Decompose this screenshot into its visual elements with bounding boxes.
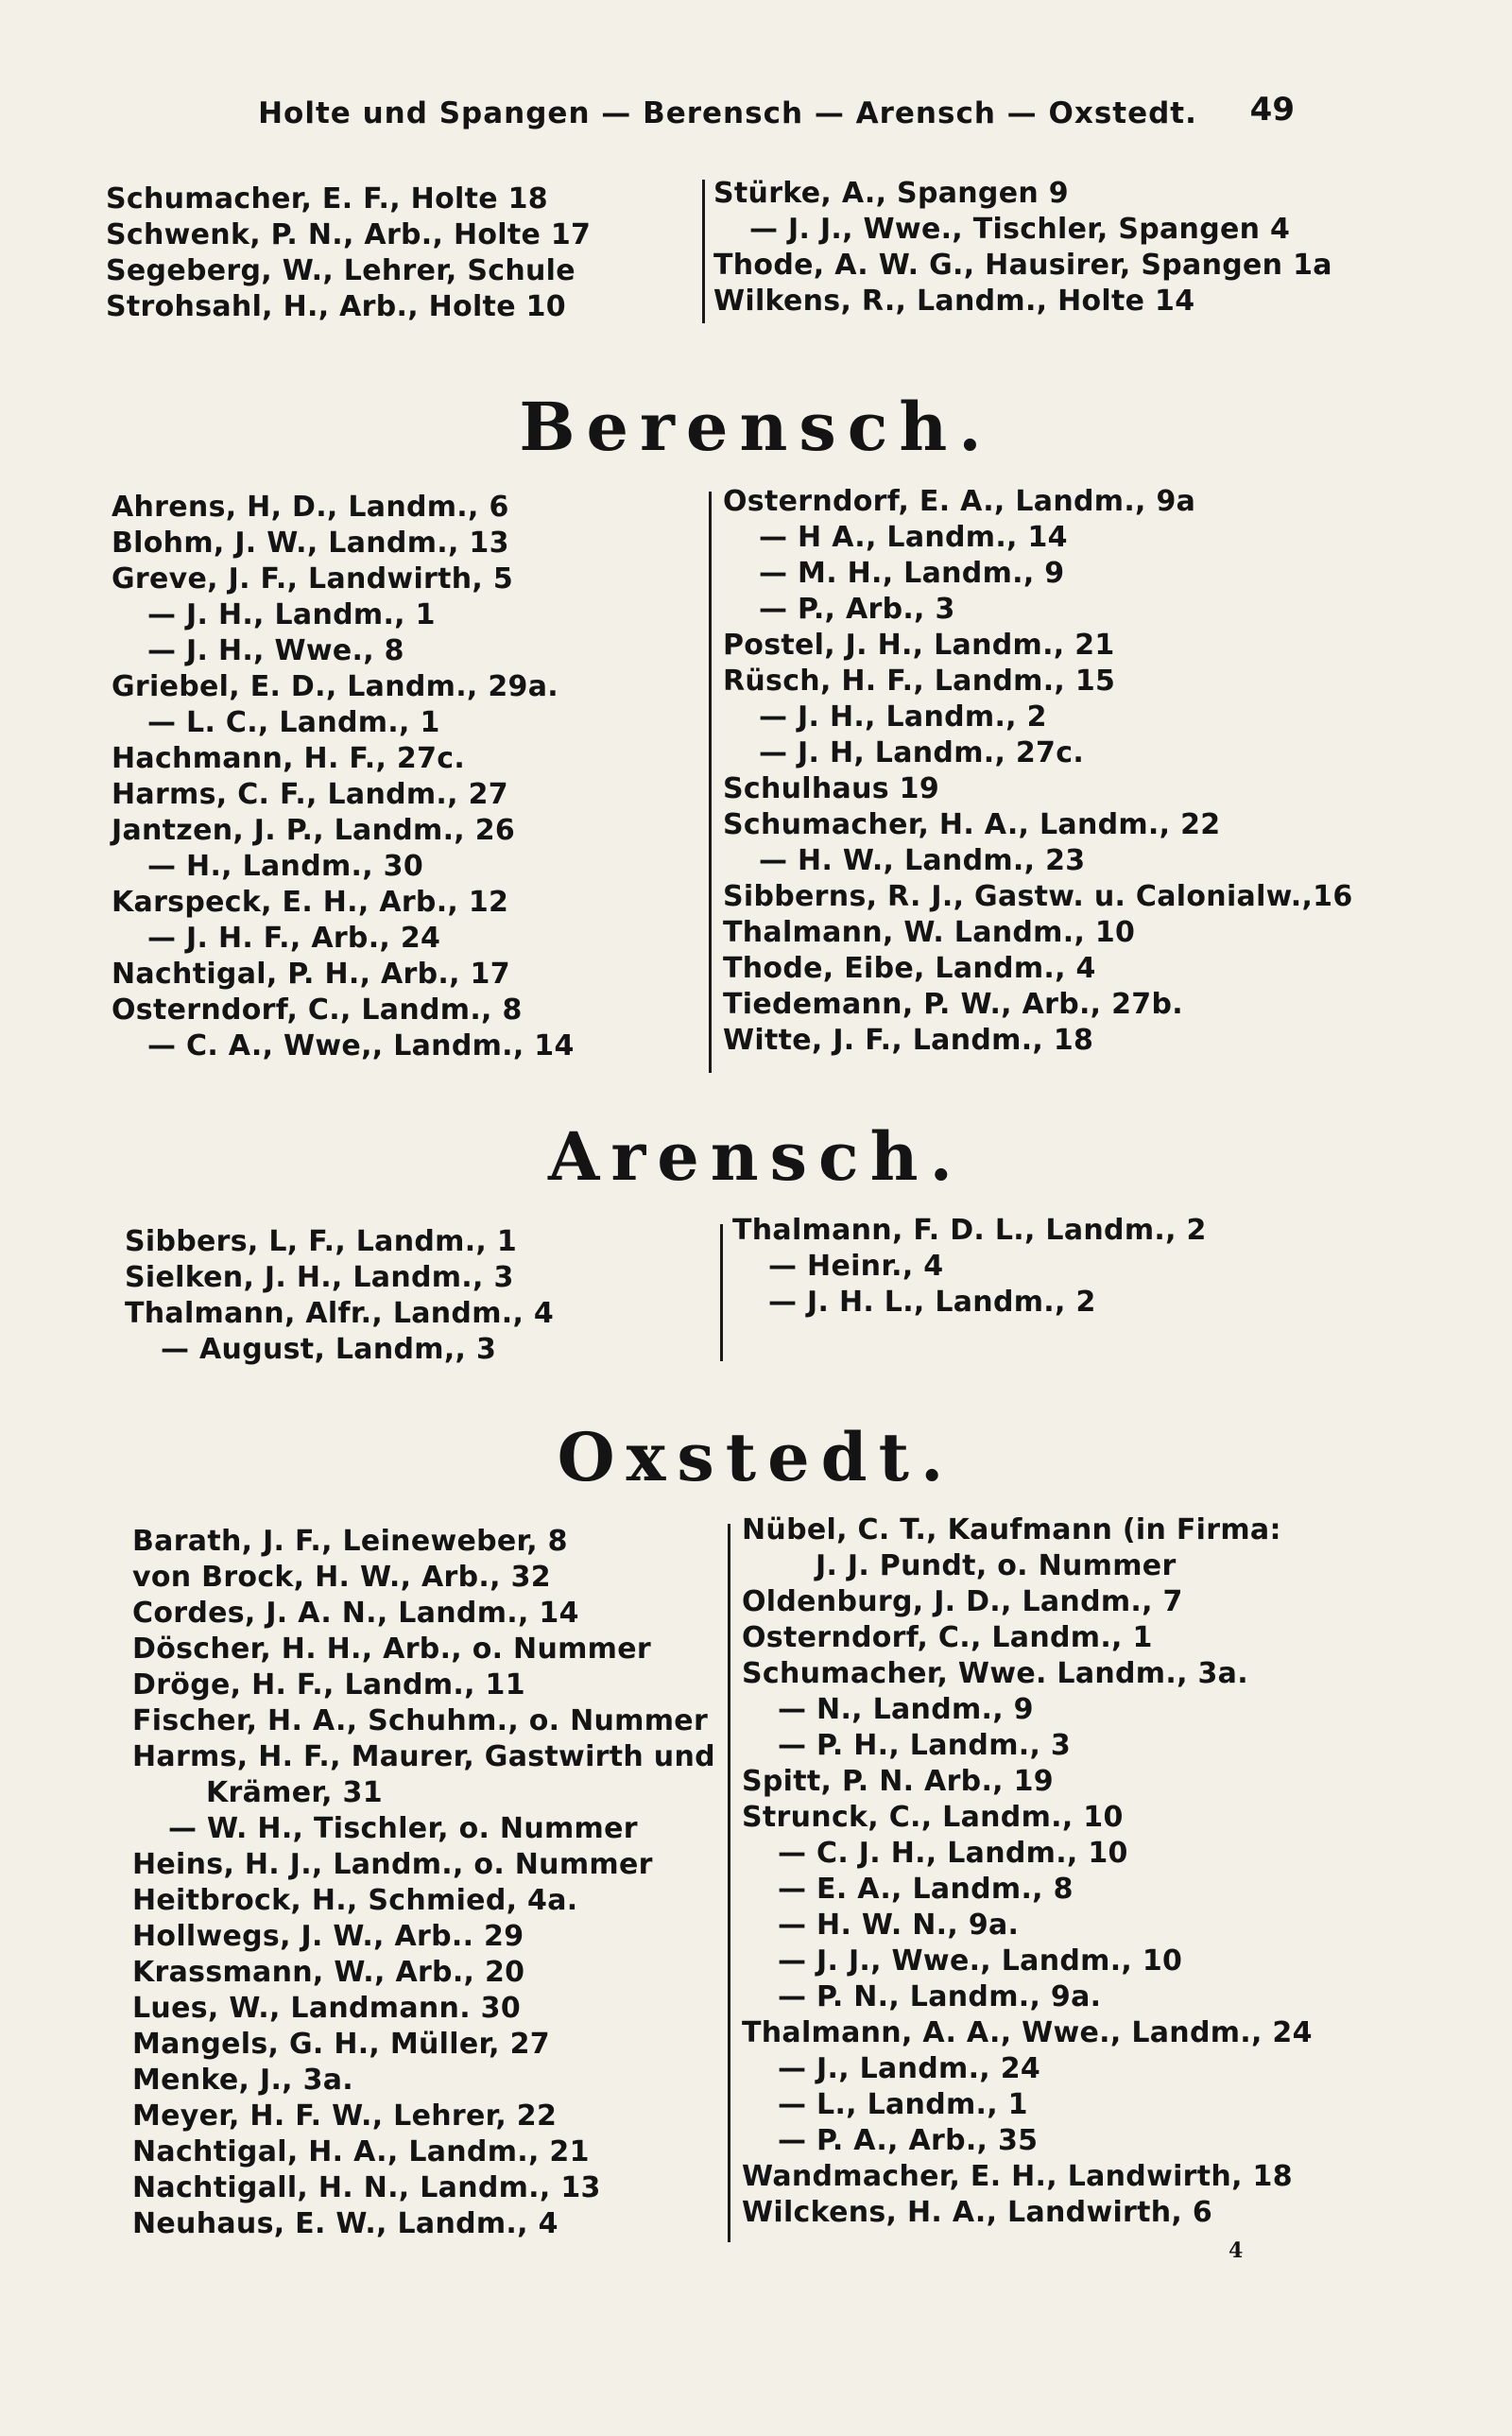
footnote-mark: 4 [1228,2238,1244,2263]
directory-entry: — W. H., Tischler, o. Nummer [168,1812,638,1845]
directory-entry: Sielken, J. H., Landm., 3 [125,1261,514,1294]
directory-entry: — J. J., Wwe., Landm., 10 [778,1944,1183,1978]
directory-entry: Strohsahl, H., Arb., Holte 10 [106,290,566,323]
directory-entry: Harms, C. F., Landm., 27 [112,778,508,811]
directory-entry: Hollwegs, J. W., Arb.. 29 [132,1920,524,1953]
directory-entry: Krämer, 31 [206,1776,383,1809]
directory-entry: Sibberns, R. J., Gastw. u. Calonialw.,16 [723,880,1353,913]
directory-entry: — N., Landm., 9 [778,1693,1034,1726]
section-title-berensch: Berensch. [519,388,993,466]
berensch-right-column [723,484,1353,1059]
directory-entry: — J. J., Wwe., Tischler, Spangen 4 [749,213,1291,246]
directory-entry: J. J. Pundt, o. Nummer [816,1549,1177,1582]
directory-entry: — J. H., Wwe., 8 [147,634,404,667]
directory-entry: Osterndorf, C., Landm., 1 [742,1621,1153,1654]
directory-entry: Spitt, P. N. Arb., 19 [742,1765,1054,1798]
directory-entry: Thalmann, Alfr., Landm., 4 [125,1297,555,1330]
top-left-column [106,181,591,325]
directory-entry: — J., Landm., 24 [778,2052,1041,2085]
berensch-left-column [112,490,575,1064]
directory-entry: Strunck, C., Landm., 10 [742,1801,1124,1834]
directory-entry: Greve, J. F., Landwirth, 5 [112,562,514,596]
directory-entry: Sibbers, L, F., Landm., 1 [125,1225,518,1258]
oxstedt-left-column [132,1524,715,2242]
directory-entry: Jantzen, J. P., Landm., 26 [112,814,516,847]
directory-entry: Meyer, H. F. W., Lehrer, 22 [132,2099,558,2133]
directory-entry: Witte, J. F., Landm., 18 [723,1024,1094,1057]
directory-entry: Griebel, E. D., Landm., 29a. [112,670,558,703]
directory-entry: Wilckens, H. A., Landwirth, 6 [742,2196,1213,2229]
directory-entry: — H A., Landm., 14 [759,521,1068,554]
directory-entry: — M. H., Landm., 9 [759,557,1065,590]
directory-entry: — H., Landm., 30 [147,850,424,883]
arensch-right-column [732,1213,1207,1321]
directory-entry: — L. C., Landm., 1 [147,706,440,739]
directory-entry: Lues, W., Landmann. 30 [132,1992,521,2025]
directory-entry: — J. H. F., Arb., 24 [147,922,441,955]
directory-entry: — J. H, Landm., 27c. [759,736,1085,769]
directory-entry: Karspeck, E. H., Arb., 12 [112,886,509,919]
directory-entry: Osterndorf, E. A., Landm., 9a [723,485,1196,518]
directory-entry: Schumacher, Wwe. Landm., 3a. [742,1657,1248,1690]
directory-entry: Thode, Eibe, Landm., 4 [723,952,1096,985]
directory-entry: Thalmann, W. Landm., 10 [723,916,1136,949]
directory-entry: — P. A., Arb., 35 [778,2124,1039,2157]
directory-entry: Ahrens, H, D., Landm., 6 [112,491,509,524]
directory-entry: Harms, H. F., Maurer, Gastwirth und [132,1740,715,1773]
directory-entry: Schumacher, H. A., Landm., 22 [723,808,1221,841]
directory-entry: — C. A., Wwe,, Landm., 14 [147,1029,575,1063]
page-header [104,87,1332,144]
directory-entry: Segeberg, W., Lehrer, Schule [106,254,576,287]
directory-entry: Oldenburg, J. D., Landm., 7 [742,1585,1183,1618]
directory-entry: Thode, A. W. G., Hausirer, Spangen 1a [713,249,1332,282]
page-number: 49 [1249,91,1295,129]
directory-entry: — H. W., Landm., 23 [759,844,1086,877]
section-title-oxstedt: Oxstedt. [557,1418,955,1496]
directory-entry: — L., Landm., 1 [778,2088,1028,2121]
column-divider [728,1524,730,2242]
directory-entry: Wandmacher, E. H., Landwirth, 18 [742,2160,1293,2193]
column-divider [702,180,705,323]
arensch-left-column [125,1224,554,1368]
directory-entry: von Brock, H. W., Arb., 32 [132,1561,551,1594]
directory-entry: — H. W. N., 9a. [778,1909,1020,1942]
directory-entry: Nachtigal, H. A., Landm., 21 [132,2135,590,2168]
directory-entry: Schwenk, P. N., Arb., Holte 17 [106,218,592,251]
directory-entry: Mangels, G. H., Müller, 27 [132,2028,550,2061]
directory-entry: Postel, J. H., Landm., 21 [723,629,1115,662]
directory-entry: Cordes, J. A. N., Landm., 14 [132,1597,579,1630]
directory-entry: Heins, H. J., Landm., o. Nummer [132,1848,653,1881]
oxstedt-right-column [742,1512,1313,2231]
directory-entry: — J. H., Landm., 2 [759,700,1047,734]
directory-entry: Stürke, A., Spangen 9 [713,177,1069,210]
directory-entry: Nachtigall, H. N., Landm., 13 [132,2171,601,2204]
directory-entry: Schulhaus 19 [723,772,939,805]
directory-entry: Barath, J. F., Leineweber, 8 [132,1525,568,1558]
column-divider [709,492,712,1073]
directory-entry: — P., Arb., 3 [759,593,955,626]
directory-entry: — P. H., Landm., 3 [778,1729,1072,1762]
directory-entry: Neuhaus, E. W., Landm., 4 [132,2207,558,2240]
directory-entry: — E. A., Landm., 8 [778,1873,1074,1906]
running-head: Holte und Spangen — Berensch — Arensch — Oxstedt. [258,96,1197,130]
directory-entry: Blohm, J. W., Landm., 13 [112,527,509,560]
directory-entry: Rüsch, H. F., Landm., 15 [723,665,1116,698]
directory-entry: Tiedemann, P. W., Arb., 27b. [723,988,1183,1021]
directory-entry: Dröge, H. F., Landm., 11 [132,1668,525,1702]
section-title-arensch: Arensch. [548,1117,964,1196]
directory-entry: — August, Landm,, 3 [161,1333,497,1366]
directory-entry: Fischer, H. A., Schuhm., o. Nummer [132,1704,709,1737]
directory-entry: Nachtigal, P. H., Arb., 17 [112,958,510,991]
directory-entry: Heitbrock, H., Schmied, 4a. [132,1884,578,1917]
directory-entry: — Heinr., 4 [768,1250,944,1283]
column-divider [720,1224,723,1361]
directory-entry: — C. J. H., Landm., 10 [778,1837,1128,1870]
top-right-column [713,176,1332,320]
directory-entry: Schumacher, E. F., Holte 18 [106,182,548,216]
directory-entry: Thalmann, A. A., Wwe., Landm., 24 [742,2016,1313,2049]
directory-entry: Döscher, H. H., Arb., o. Nummer [132,1633,651,1666]
directory-entry: Krassmann, W., Arb., 20 [132,1956,525,1989]
directory-entry: — P. N., Landm., 9a. [778,1980,1102,2013]
directory-entry: — J. H., Landm., 1 [147,598,436,631]
directory-entry: Osterndorf, C., Landm., 8 [112,993,523,1027]
directory-entry: Hachmann, H. F., 27c. [112,742,466,775]
directory-entry: Thalmann, F. D. L., Landm., 2 [732,1214,1207,1247]
directory-entry: Menke, J., 3a. [132,2064,354,2097]
directory-entry: — J. H. L., Landm., 2 [768,1286,1096,1319]
directory-entry: Wilkens, R., Landm., Holte 14 [713,285,1195,318]
directory-entry: Nübel, C. T., Kaufmann (in Firma: [742,1513,1281,1546]
